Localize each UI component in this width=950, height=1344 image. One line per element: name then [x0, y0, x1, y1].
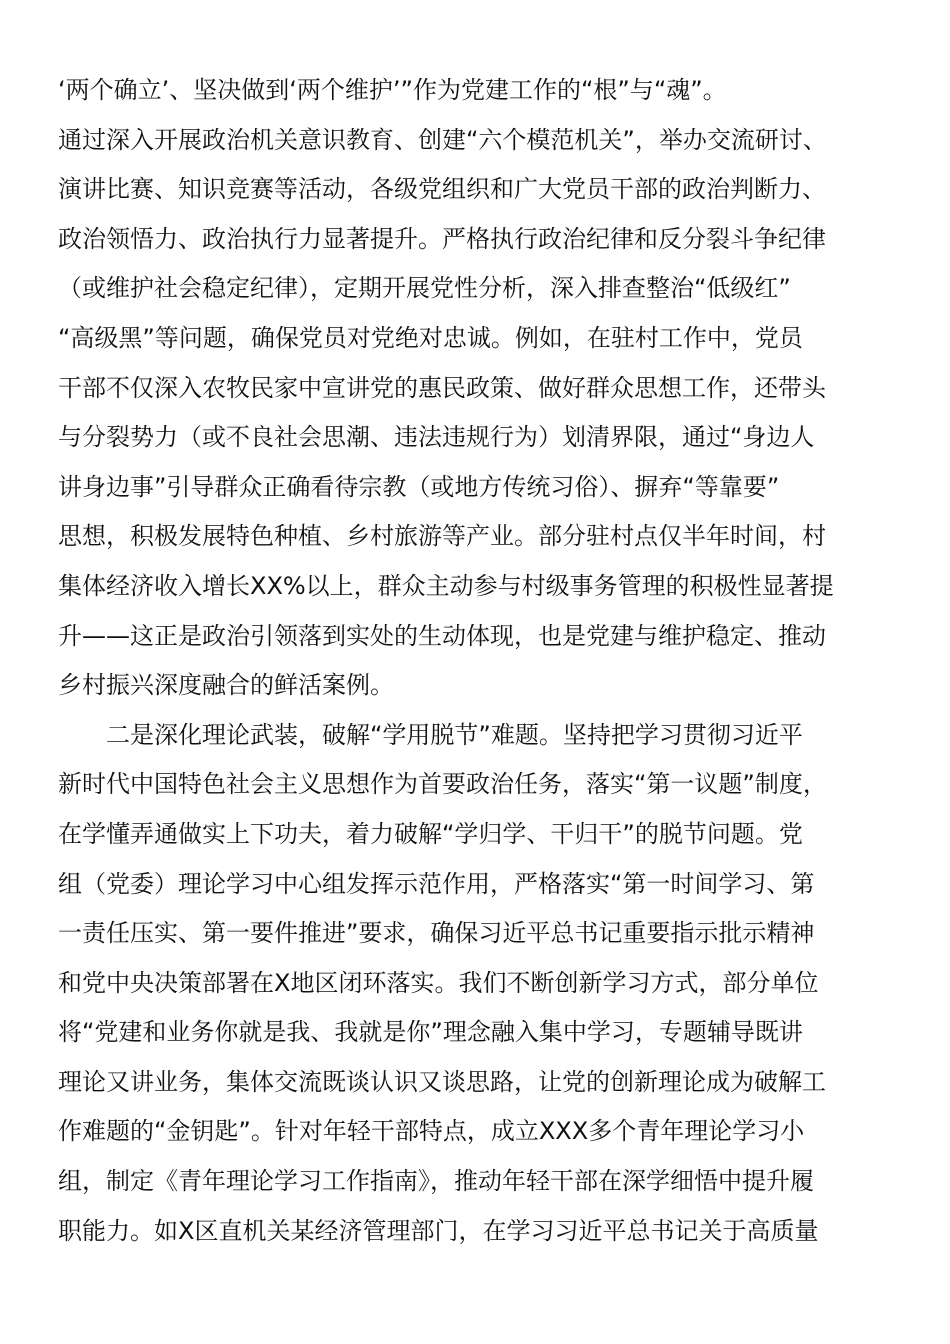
text-line: （或维护社会稳定纪律），定期开展党性分析，深入排查整治“低级红”	[58, 274, 791, 303]
text-line: 讲身边事”引导群众正确看待宗教（或地方传统习俗）、摒弃“等靠要”	[58, 472, 780, 501]
text-line: 乡村振兴深度融合的鲜活案例。	[58, 671, 394, 700]
text-line: 演讲比赛、知识竞赛等活动，各级党组织和广大党员干部的政治判断力、	[58, 175, 826, 204]
text-line: 通过深入开展政治机关意识教育、创建“六个模范机关”，举办交流研讨、	[58, 125, 827, 154]
text-line: 在学懂弄通做实上下功夫，着力破解“学归学、干归干”的脱节问题。党	[58, 819, 803, 848]
text-line: 将“党建和业务你就是我、我就是你”理念融入集中学习，专题辅导既讲	[58, 1018, 803, 1047]
text-line: 干部不仅深入农牧民家中宣讲党的惠民政策、做好群众思想工作，还带头	[58, 373, 826, 402]
text-line: 新时代中国特色社会主义思想作为首要政治任务，落实“第一议题”制度，	[58, 770, 827, 799]
text-line: 职能力。如X区直机关某经济管理部门，在学习习近平总书记关于高质量	[58, 1216, 819, 1245]
text-line: 一责任压实、第一要件推进”要求，确保习近平总书记重要指示批示精神	[58, 919, 815, 948]
text-line: 政治领悟力、政治执行力显著提升。严格执行政治纪律和反分裂斗争纪律	[58, 224, 826, 253]
text-line: 组，制定《青年理论学习工作指南》，推动年轻干部在深学细悟中提升履	[58, 1167, 814, 1196]
text-line: 理论又讲业务，集体交流既谈认识又谈思路，让党的创新理论成为破解工	[58, 1067, 826, 1096]
text-line: ‘两个确立’、坚决做到‘两个维护’”作为党建工作的“根”与“魂”。	[58, 76, 727, 104]
text-line: 思想，积极发展特色种植、乡村旅游等产业。部分驻村点仅半年时间，村	[58, 522, 826, 551]
body-text	[58, 66, 898, 1256]
text-line: “高级黑”等问题，确保党员对党绝对忠诚。例如，在驻村工作中，党员	[58, 323, 803, 352]
text-line: 升——这正是政治引领落到实处的生动体现，也是党建与维护稳定、推动	[58, 621, 826, 650]
text-line: 作难题的“金钥匙”。针对年轻干部特点，成立XXX多个青年理论学习小	[58, 1117, 805, 1146]
text-line: 与分裂势力（或不良社会思潮、违法违规行为）划清界限，通过“身边人	[58, 423, 815, 452]
text-line: 和党中央决策部署在X地区闭环落实。我们不断创新学习方式，部分单位	[58, 968, 819, 997]
text-line: 组（党委）理论学习中心组发挥示范作用，严格落实“第一时间学习、第	[58, 869, 815, 898]
text-line: 集体经济收入增长XX%以上，群众主动参与村级事务管理的积极性显著提	[58, 571, 834, 600]
paragraph-start-line: 二是深化理论武装，破解“学用脱节”难题。坚持把学习贯彻习近平	[106, 720, 803, 749]
